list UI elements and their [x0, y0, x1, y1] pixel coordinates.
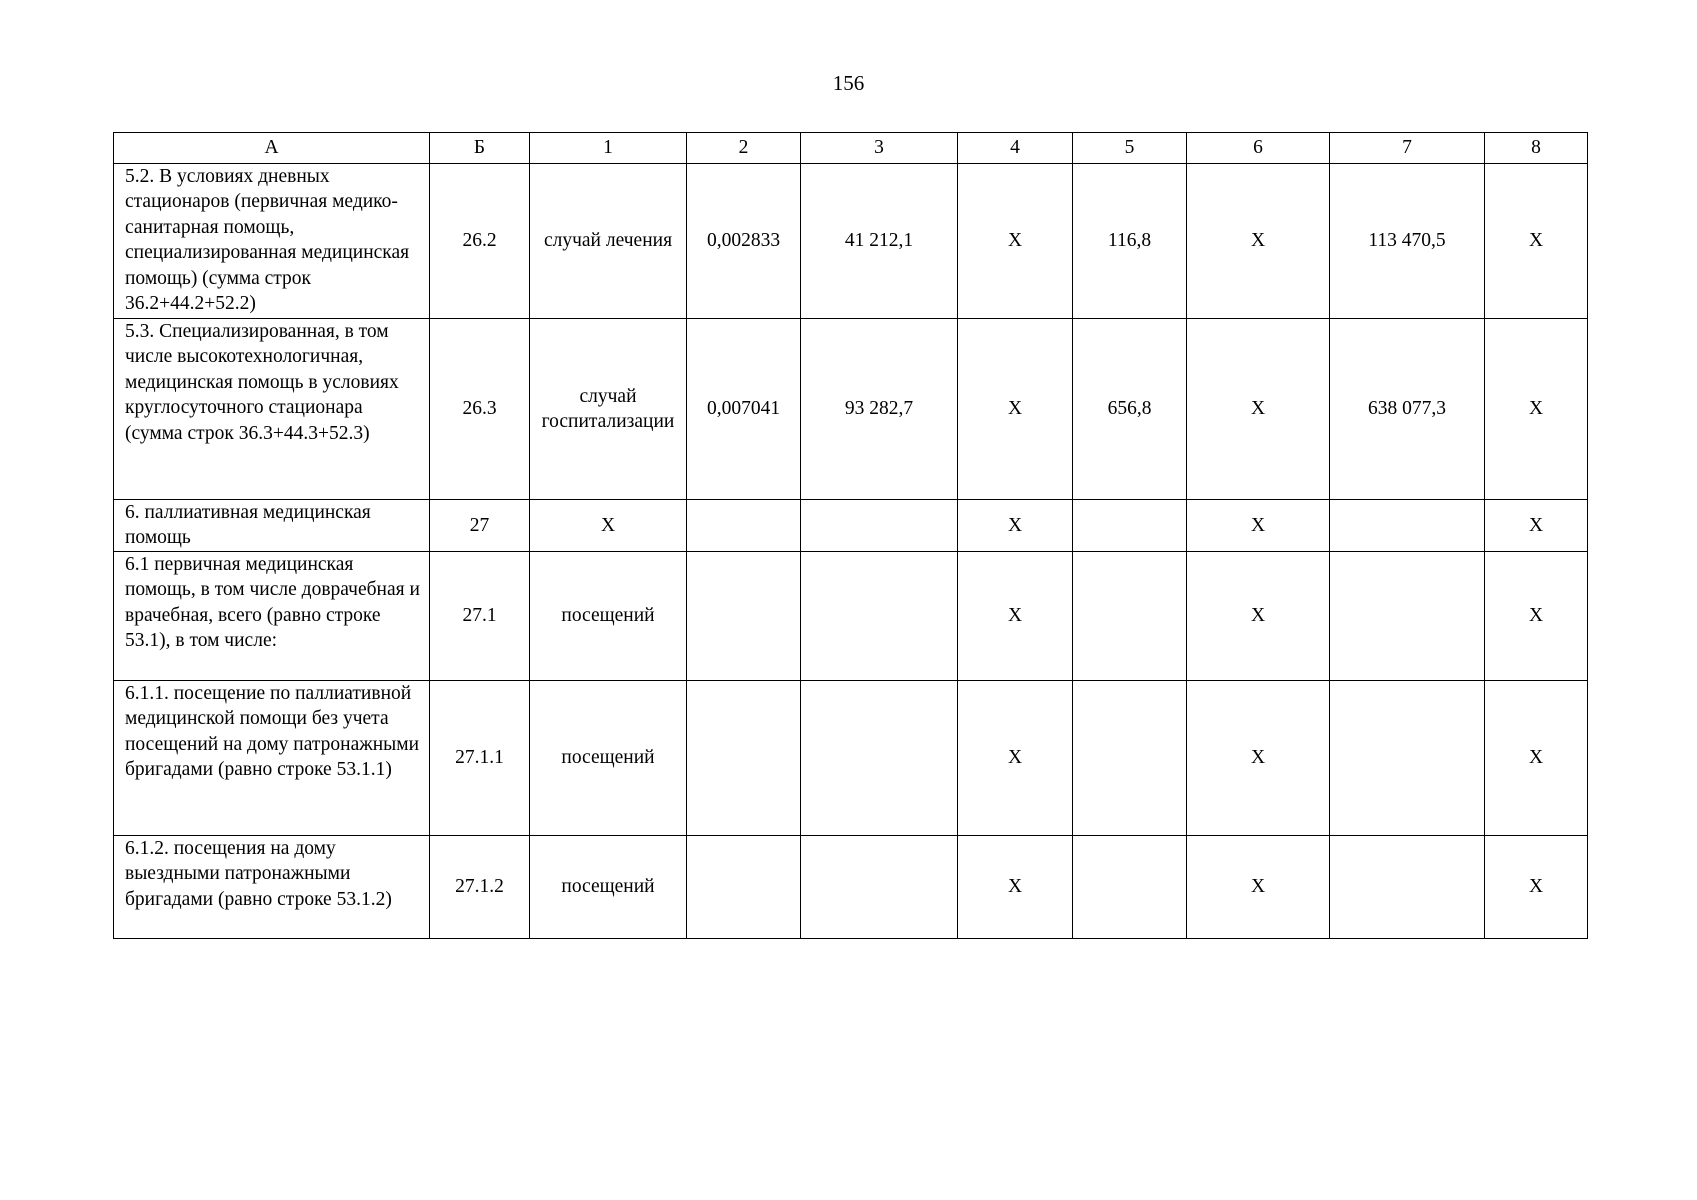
column-header: 6: [1187, 133, 1330, 164]
cell-col-3: [801, 500, 958, 552]
cell-col-8: Х: [1485, 552, 1588, 681]
row-unit: Х: [530, 500, 687, 552]
table-header-row: [114, 133, 1588, 164]
row-name: 6.1.2. посещения на дому выездными патронажными бригадами (равно строке 53.1.2): [114, 836, 430, 939]
cell-col-6: Х: [1187, 164, 1330, 319]
table-row: [114, 500, 1588, 552]
table-row: [114, 552, 1588, 681]
row-unit: случай лечения: [530, 164, 687, 319]
cell-col-3: 93 282,7: [801, 319, 958, 500]
column-header: А: [114, 133, 430, 164]
row-unit: посещений: [530, 681, 687, 836]
cell-col-2: 0,007041: [687, 319, 801, 500]
column-header: 2: [687, 133, 801, 164]
table-row: [114, 319, 1588, 500]
cell-col-4: Х: [958, 836, 1073, 939]
table-row: [114, 164, 1588, 319]
cell-col-2: [687, 681, 801, 836]
row-code: 26.2: [430, 164, 530, 319]
column-header: 5: [1073, 133, 1187, 164]
cell-col-7: [1330, 500, 1485, 552]
column-header: Б: [430, 133, 530, 164]
row-unit: посещений: [530, 552, 687, 681]
cell-col-6: Х: [1187, 500, 1330, 552]
cell-col-8: Х: [1485, 681, 1588, 836]
cell-col-6: Х: [1187, 319, 1330, 500]
column-header: 4: [958, 133, 1073, 164]
column-header: 7: [1330, 133, 1485, 164]
cell-col-4: Х: [958, 552, 1073, 681]
cell-col-2: 0,002833: [687, 164, 801, 319]
cell-col-5: [1073, 500, 1187, 552]
cell-col-4: Х: [958, 681, 1073, 836]
row-name: 5.2. В условиях дневных стационаров (первичная медико-санитарная помощь, специализированная медицинская помощь) (сумма строк 36.2+44.2+52.2): [114, 164, 430, 319]
row-unit: посещений: [530, 836, 687, 939]
cell-col-5: [1073, 681, 1187, 836]
cell-col-8: Х: [1485, 836, 1588, 939]
cell-col-7: 113 470,5: [1330, 164, 1485, 319]
column-header: 1: [530, 133, 687, 164]
table-row: [114, 836, 1588, 939]
cell-col-5: [1073, 552, 1187, 681]
row-code: 26.3: [430, 319, 530, 500]
row-code: 27.1.2: [430, 836, 530, 939]
cell-col-8: Х: [1485, 500, 1588, 552]
cell-col-7: [1330, 836, 1485, 939]
cell-col-7: [1330, 681, 1485, 836]
cell-col-5: 656,8: [1073, 319, 1187, 500]
cell-col-7: 638 077,3: [1330, 319, 1485, 500]
cell-col-4: Х: [958, 164, 1073, 319]
cell-col-2: [687, 836, 801, 939]
row-code: 27.1.1: [430, 681, 530, 836]
row-unit: случай госпитализации: [530, 319, 687, 500]
cell-col-2: [687, 552, 801, 681]
cell-col-2: [687, 500, 801, 552]
row-name: 6.1 первичная медицинская помощь, в том числе доврачебная и врачебная, всего (равно строке 53.1), в том числе:: [114, 552, 430, 681]
page-number: 156: [832, 71, 865, 95]
row-name: 6. паллиативная медицинская помощь: [114, 500, 430, 552]
cell-col-4: Х: [958, 500, 1073, 552]
cell-col-8: Х: [1485, 319, 1588, 500]
column-header: 8: [1485, 133, 1588, 164]
cell-col-3: [801, 836, 958, 939]
cell-col-7: [1330, 552, 1485, 681]
table-row: [114, 681, 1588, 836]
row-code: 27: [430, 500, 530, 552]
row-code: 27.1: [430, 552, 530, 681]
cell-col-5: 116,8: [1073, 164, 1187, 319]
cell-col-3: [801, 681, 958, 836]
row-name: 6.1.1. посещение по паллиативной медицинской помощи без учета посещений на дому патронажными бригадами (равно строке 53.1.1): [114, 681, 430, 836]
cell-col-5: [1073, 836, 1187, 939]
row-name: 5.3. Специализированная, в том числе высокотехнологичная, медицинская помощь в условиях круглосуточного стационара (сумма строк 36.3+44.3+52.3): [114, 319, 430, 500]
cell-col-3: [801, 552, 958, 681]
column-header: 3: [801, 133, 958, 164]
cell-col-3: 41 212,1: [801, 164, 958, 319]
cell-col-6: Х: [1187, 681, 1330, 836]
cell-col-4: Х: [958, 319, 1073, 500]
data-table: [113, 132, 1588, 939]
cell-col-6: Х: [1187, 836, 1330, 939]
cell-col-8: Х: [1485, 164, 1588, 319]
cell-col-6: Х: [1187, 552, 1330, 681]
